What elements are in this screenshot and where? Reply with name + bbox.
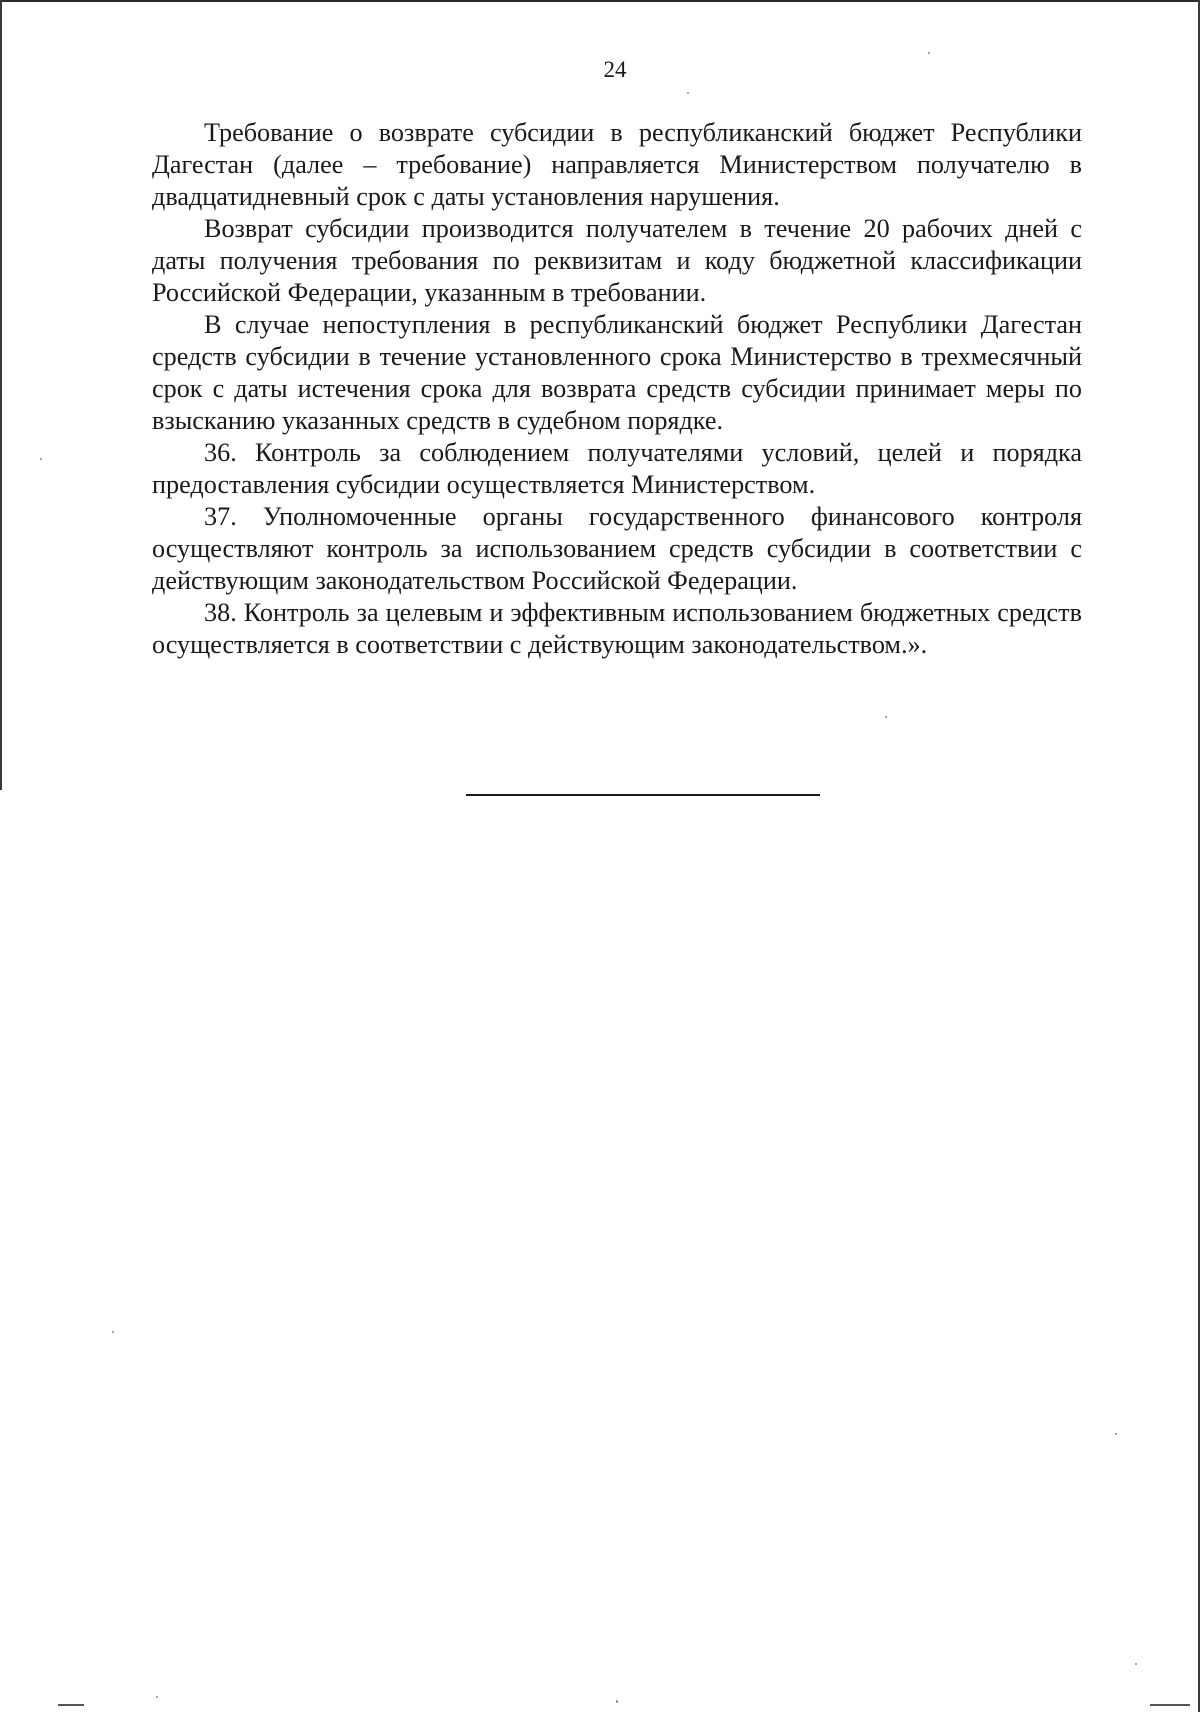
scan-speck: [885, 716, 887, 718]
scan-speck: [687, 92, 689, 94]
scan-speck: [112, 1331, 114, 1333]
page-number: 24: [603, 57, 627, 82]
scan-speck: [1115, 1433, 1117, 1435]
scan-speck: [616, 1700, 618, 1703]
paragraph-refund-demand: Требование о возврате субсидии в республиканский бюджет Республики Дагестан (далее – требование) направляется Министерством получателю в двадцатидневный срок с даты установления нарушения.: [152, 118, 1082, 211]
scan-edge-left: [0, 0, 2, 790]
scan-speck: [40, 458, 42, 460]
paragraph-refund-term: Возврат субсидии производится получателем в течение 20 рабочих дней с даты получения требования по реквизитам и коду бюджетной классификации Российской Федерации, указанным в требовании.: [152, 214, 1082, 307]
scan-bottom-mark: [58, 1704, 84, 1706]
scan-speck: [156, 1696, 158, 1698]
document-body: [152, 117, 1082, 661]
paragraph-item-37: 37. Уполномоченные органы государственного финансового контроля осуществляют контроль за использованием средств субсидии в соответствии с действующим законодательством Российской Федерации.: [152, 502, 1082, 595]
scan-speck: [1135, 1663, 1137, 1665]
paragraph-non-receipt: В случае непоступления в республиканский бюджет Республики Дагестан средств субсидии в течение установленного срока Министерство в трехмесячный срок с даты истечения срока для возврата средств субсидии принимает меры по взысканию указанных средств в судебном порядке.: [152, 310, 1082, 435]
paragraph-item-36: 36. Контроль за соблюдением получателями условий, целей и порядка предоставления субсидии осуществляется Министерством.: [152, 438, 1082, 499]
closing-rule: [466, 794, 820, 796]
scan-edge-top: [0, 0, 1200, 2]
scan-speck: [928, 52, 930, 54]
scan-bottom-mark: [1150, 1704, 1190, 1706]
paragraph-item-38: 38. Контроль за целевым и эффективным использованием бюджетных средств осуществляется в соответствии с действующим законодательством.».: [152, 598, 1082, 659]
